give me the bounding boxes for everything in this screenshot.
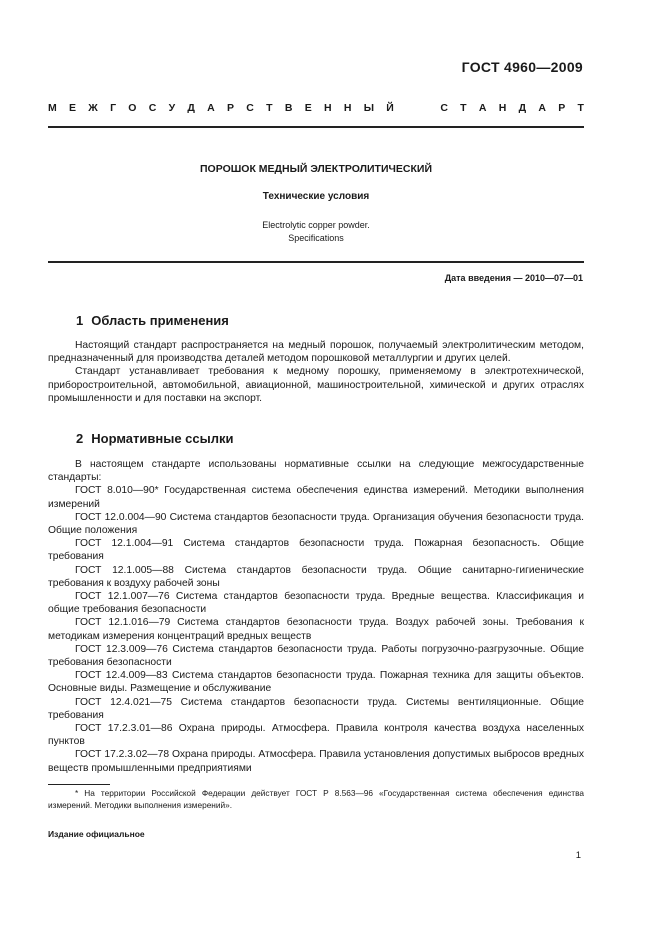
reference-item: ГОСТ 12.1.016—79 Система стандартов безопасности труда. Воздух рабочей зоны. Требования к методикам измерения концентраций вредных веществ	[48, 617, 584, 642]
banner-letter: Н	[323, 102, 332, 114]
banner-letter: Т	[460, 102, 467, 114]
banner-letter: Д	[518, 102, 527, 114]
banner-letter: А	[207, 102, 215, 114]
page-number: 1	[575, 850, 581, 861]
banner-letter: Г	[110, 102, 117, 114]
english-title-line-1: Electrolytic copper powder.	[262, 220, 370, 230]
reference-item: ГОСТ 12.1.007—76 Система стандартов безопасности труда. Вредные вещества. Классификация и общие требования безопасности	[48, 591, 584, 616]
english-title-line-2: Specifications	[288, 233, 344, 243]
footnote	[48, 787, 584, 811]
title-rule	[48, 261, 584, 263]
document-title: ПОРОШОК МЕДНЫЙ ЭЛЕКТРОЛИТИЧЕСКИЙ	[200, 163, 432, 175]
section-2-body	[48, 458, 584, 775]
banner-letter: А	[538, 102, 546, 114]
banner-letter: Т	[577, 102, 584, 114]
reference-item: ГОСТ 12.3.009—76 Система стандартов безопасности труда. Работы погрузочно-разгрузочные. Общие требования безопасности	[48, 643, 584, 669]
footnote-separator	[48, 784, 110, 785]
section-1-body	[48, 339, 584, 405]
footnote-text: * На территории Российской Федерации действует ГОСТ Р 8.563—96 «Государственная система обеспечения единства измерений. Методики выполнения измерений».	[48, 788, 584, 810]
paragraph: Настоящий стандарт распространяется на медный порошок, получаемый электролитическим методом, предназначенный для производства деталей методом порошковой металлургии и других целей.	[48, 340, 584, 365]
section-2-title: Нормативные ссылки	[91, 431, 234, 446]
section-2-number: 2	[76, 431, 84, 446]
banner-letter: Т	[266, 102, 273, 114]
reference-item: ГОСТ 12.1.005—88 Система стандартов безопасности труда. Общие санитарно-гигиенические требования к воздуху рабочей зоны	[48, 564, 584, 589]
reference-item: ГОСТ 12.1.004—91 Система стандартов безопасности труда. Пожарная безопасность. Общие требования	[48, 538, 584, 563]
edition-label: Издание официальное	[48, 829, 145, 839]
banner-letter: С	[246, 102, 254, 114]
banner-letter: М	[48, 102, 57, 114]
reference-item: ГОСТ 8.010—90* Государственная система обеспечения единства измерений. Методики выполнения измерений	[48, 485, 584, 510]
reference-item: ГОСТ 12.4.009—83 Система стандартов безопасности труда. Пожарная техника для защиты объектов. Основные виды. Размещение и обслуживание	[48, 670, 584, 695]
section-1-heading	[76, 313, 229, 328]
banner-letter: У	[168, 102, 176, 114]
banner-letter: Ж	[88, 102, 98, 114]
document-subtitle: Технические условия	[262, 191, 370, 202]
banner-letter: Ы	[363, 102, 374, 114]
english-title	[48, 219, 584, 245]
banner-letter: Р	[558, 102, 566, 114]
section-2-heading	[76, 431, 233, 446]
introduction-date: Дата введения — 2010—07—01	[444, 273, 583, 283]
reference-item: ГОСТ 12.4.021—75 Система стандартов безопасности труда. Системы вентиляционные. Общие требования	[48, 696, 584, 721]
reference-item: ГОСТ 17.2.3.01—86 Охрана природы. Атмосфера. Правила контроля качества воздуха населенных пунктов	[48, 723, 584, 748]
banner-letter: Й	[386, 102, 394, 114]
banner-letter: Н	[343, 102, 352, 114]
standard-banner	[48, 102, 584, 114]
banner-letter: С	[440, 102, 448, 114]
banner-letter: Н	[498, 102, 507, 114]
paragraph: Стандарт устанавливает требования к медному порошку, применяемому в электротехнической, приборостроительной, автомобильной, авиационной, машиностроительной, химической и других отраслях промышленности и для поставки на экспорт.	[48, 366, 584, 404]
header-rule	[48, 126, 584, 128]
banner-letter: Д	[187, 102, 195, 114]
banner-letter: Е	[69, 102, 77, 114]
section-1-title: Область применения	[91, 313, 229, 328]
banner-letter: А	[478, 102, 487, 114]
banner-letter: Р	[227, 102, 235, 114]
banner-letter: О	[128, 102, 137, 114]
banner-letter: Е	[304, 102, 312, 114]
section-1-number: 1	[76, 313, 84, 328]
paragraph: В настоящем стандарте использованы нормативные ссылки на следующие межгосударственные стандарты:	[48, 459, 584, 484]
banner-word-gap	[406, 102, 428, 114]
document-code: ГОСТ 4960—2009	[461, 59, 583, 75]
banner-letter: С	[148, 102, 157, 114]
reference-item: ГОСТ 17.2.3.02—78 Охрана природы. Атмосфера. Правила установления допустимых выбросов вредных веществ промышленными предприятиями	[48, 749, 584, 774]
banner-letter: В	[284, 102, 293, 114]
reference-item: ГОСТ 12.0.004—90 Система стандартов безопасности труда. Организация обучения безопасности труда. Общие положения	[48, 511, 584, 537]
